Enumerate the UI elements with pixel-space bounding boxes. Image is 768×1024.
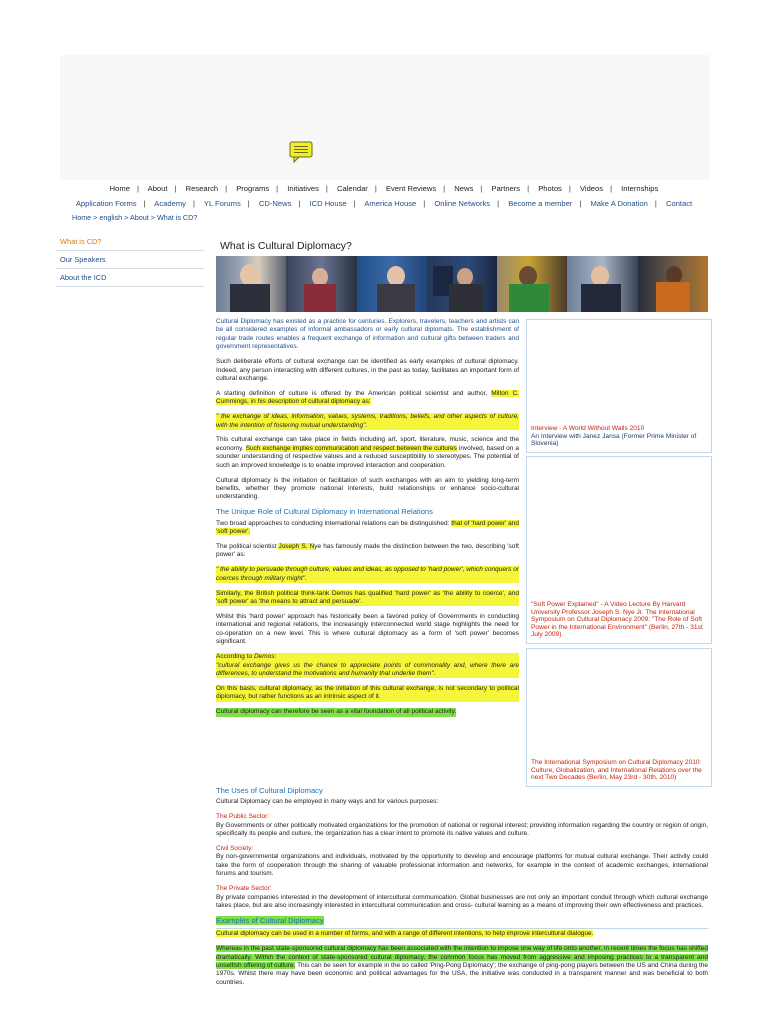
paragraph: On this basis, cultural diplomacy, as the initiation of this cultural exchange, is not secondary to political diplomacy, but rather functions as an intrinsic aspect of it. <box>216 684 519 701</box>
paragraph <box>216 390 519 407</box>
nav-videos[interactable]: Videos <box>579 184 604 193</box>
text: A starting definition of culture is offered by the American political scientist and author, <box>216 389 492 397</box>
speaker-photo <box>427 256 497 312</box>
video-title[interactable]: Interview - A World Without Walls 2010 <box>531 425 645 433</box>
section-heading: The Private Sector: <box>216 885 272 893</box>
breadcrumb-separator: > <box>91 213 100 222</box>
section-heading: The Public Sector: <box>216 813 270 821</box>
video-subtitle: An Interview with Janez Jansa (Former Prime Minister of Slovenia) <box>531 432 697 448</box>
sidebar-item-what-is-cd[interactable]: What is CD? <box>56 233 204 251</box>
paragraph <box>216 928 708 938</box>
breadcrumb-separator: > <box>122 213 130 222</box>
video-caption <box>531 601 705 639</box>
paragraph: By private companies interested in the development of intercultural communication. Global businesses are not only an important conduit through which cultural exchange takes place, but are also increasingly interested in intercultural communication and cross- cultural learning as a means of improving their own effectiveness and practices. <box>216 893 708 909</box>
paragraph <box>216 436 519 470</box>
text: : <box>274 653 277 661</box>
section-heading: Civil Society: <box>216 845 254 853</box>
paragraph: Cultural diplomacy can therefore be seen as a vital foundation of all political activity. <box>216 708 457 716</box>
section-heading: The Uses of Cultural Diplomacy <box>216 786 323 795</box>
highlighted-text: Whereas in the past state-sponsored cultural diplomacy has been associated with the intention to impose one way of life onto another, in recent times the focus has shifted dramatically. Within the context of state-sponsored cultural diplomacy, the common focus has moved from aggressive and imposing practices to a transparent and unselfish offering of culture. <box>216 945 708 969</box>
quote: " the ability to persuade through culture, values and ideas, as opposed to 'hard power', which conquers or coerces through military might". <box>216 566 519 582</box>
paragraph: Similarly, the British political think-tank Demos has qualified 'hard power' as 'the ability to coerce', and 'soft power' as 'the means to attract and persuade'. <box>216 589 519 606</box>
video-box[interactable] <box>526 456 712 644</box>
speech-bubble-icon[interactable] <box>289 141 313 163</box>
paragraph <box>216 543 519 560</box>
video-caption <box>531 759 705 782</box>
nav-become-member[interactable]: Become a member <box>508 199 573 208</box>
speaker-photo <box>357 256 427 312</box>
speaker-photo <box>216 256 286 312</box>
section-heading: The Unique Role of Cultural Diplomacy in International Relations <box>216 507 433 517</box>
text: Two broad approaches to conducting international relations can be distinguished: <box>216 519 452 527</box>
nav-online-networks[interactable]: Online Networks <box>434 199 491 208</box>
text: ye has famously made the distinction between the two, describing 'soft power' as: <box>216 543 519 559</box>
highlighted-text: that of 'hard power' and 'soft power'. <box>216 519 519 536</box>
nav-contact[interactable]: Contact <box>665 199 693 208</box>
sidebar-item-about-icd[interactable]: About the ICD <box>56 269 204 287</box>
paragraph: Cultural diplomacy is the initiation or facilitation of such exchanges with an aim to yielding long-term benefits, whether they promote national interests, build relationships or enhance socio-cultural understanding. <box>216 476 519 501</box>
highlighted-heading: Examples of Cultural Diplomacy <box>216 915 324 925</box>
text: involved, based on a sounder understanding of respective values and a reduced susceptibility to stereotypes. The potential of such an improved knowledge is to enable improved interaction and cooperation. <box>216 444 519 469</box>
sidebar <box>56 233 204 287</box>
video-box[interactable] <box>526 648 712 787</box>
secondary-navigation: Application Forms | Academy | YL Forums | CD-News | ICD House | America House | Online Networks | Become a member | Make A Donation | Contact <box>75 199 693 208</box>
nav-event-reviews[interactable]: Event Reviews <box>385 184 437 193</box>
nav-make-donation[interactable]: Make A Donation <box>590 199 648 208</box>
highlighted-text: Milton C. Cummings, in his description of cultural diplomacy as: <box>216 389 519 406</box>
nav-partners[interactable]: Partners <box>491 184 521 193</box>
breadcrumb-separator: > <box>148 213 157 222</box>
page-title: What is Cultural Diplomacy? <box>220 240 352 252</box>
nav-initiatives[interactable]: Initiatives <box>287 184 319 193</box>
text: According to <box>216 653 254 661</box>
breadcrumb-about[interactable]: About <box>129 213 149 222</box>
breadcrumb-home[interactable]: Home <box>72 213 92 222</box>
main-navigation: Home | About | Research | Programs | Initiatives | Calendar | Event Reviews | News | Partners | Photos | Videos | Internships <box>109 184 659 193</box>
speaker-photo <box>497 256 567 312</box>
video-title[interactable]: "Soft Power Explained" - A Video Lecture By Harvard University Professor Joseph S. Nye Jr. The International Symposium on Cultural Diplomacy 2009: "The Role of Soft Power in the International Environment" (Berlin, 27th - 31st July 2009) <box>531 601 703 639</box>
nav-application-forms[interactable]: Application Forms <box>75 199 137 208</box>
speaker-photo-strip <box>216 256 708 312</box>
breadcrumb <box>72 213 197 222</box>
nav-academy[interactable]: Academy <box>154 199 186 208</box>
paragraph: Whilst this 'hard power' approach has historically been a favored policy of Governments in conducting international and regional relations, the increasingly interconnected world stage highlights the need for co-operation on a new level. This is where cultural diplomacy as a form of 'soft power' becomes significant. <box>216 612 519 646</box>
paragraph <box>216 945 708 987</box>
speaker-photo <box>286 256 356 312</box>
breadcrumb-current[interactable]: What is CD? <box>156 213 198 222</box>
paragraph <box>216 520 519 537</box>
paragraph: By non-governmental organizations and individuals, motivated by the opportunity to develop and encourage platforms for mutual cultural exchange. Their activity could take the form of cooperation through the sharing of valuable professional information and networks, for example in the context of academic exchanges, international forums and tourism. <box>216 853 708 878</box>
nav-news[interactable]: News <box>454 184 474 193</box>
paragraph <box>216 653 519 661</box>
article-intro: Cultural Diplomacy has existed as a practice for centuries. Explorers, travelers, teachers and artists can be all considered examples of informal ambassadors or early cultural diplomats. The establishment of regular trade routes enables a frequent exchange of information and cultural gifts between traders and government representatives. <box>216 318 519 351</box>
article-body <box>216 318 519 723</box>
article-body-full-width <box>216 787 708 994</box>
video-box[interactable] <box>526 319 712 453</box>
text: Demos <box>253 653 275 661</box>
video-caption <box>531 425 705 448</box>
highlighted-text: Cultural diplomacy can be used in a number of forms, and with a range of different intentions, to help improve intercultural dialogue. <box>216 930 594 938</box>
speaker-photo <box>567 256 637 312</box>
paragraph: Cultural Diplomacy can be employed in many ways and for various purposes: <box>216 798 439 806</box>
nav-calendar[interactable]: Calendar <box>337 184 368 193</box>
quote: "cultural exchange gives us the chance to appreciate points of commonality and, where there are differences, to understand the motivations and humanity that underlie them". <box>216 661 519 677</box>
text: The political scientist <box>216 543 279 551</box>
video-title[interactable]: The International Symposium on Cultural Diplomacy 2010: Culture, Globalization, and International Relations over the next Two Decades (Berlin, May 23rd - 30th, 2010) <box>531 759 702 782</box>
nav-america-house[interactable]: America House <box>364 199 417 208</box>
highlighted-text: Such exchange implies communication and respect between the cultures <box>245 444 457 452</box>
paragraph: Such deliberate efforts of cultural exchange can be identified as early examples of cultural diplomacy. Indeed, any person interacting with different cultures, in the past as today, facilitates an important form of cultural exchange. <box>216 358 519 382</box>
text: This cultural exchange can take place in fields including art, sport, literature, music, science and the economy. <box>216 436 519 452</box>
header-banner <box>60 55 710 180</box>
nav-cd-news[interactable]: CD-News <box>258 199 292 208</box>
nav-programs[interactable]: Programs <box>236 184 270 193</box>
nav-icd-house[interactable]: ICD House <box>309 199 347 208</box>
section-heading <box>216 917 708 926</box>
paragraph: By Governments or other politically motivated organizations for the promotion of national or regional interest; providing information regarding the country or region of origin, specifically its people and culture, the organization has a clear intent to promote its native values and culture. <box>216 821 708 838</box>
nav-yl-forums[interactable]: YL Forums <box>203 199 241 208</box>
nav-photos[interactable]: Photos <box>538 184 562 193</box>
sidebar-item-our-speakers[interactable]: Our Speakers <box>56 251 204 269</box>
speaker-photo <box>638 256 708 312</box>
text: This can be seen for example in the so called 'Ping-Pong Diplomacy'; the exchange of ping-pong players between the US and China during the 1970s. Whilst there may have been economic and political advantages for the USA, the initiative was conducted in a transparent manner and was beneficial to both countries. <box>216 962 708 986</box>
highlighted-text: Joseph S. N <box>278 543 315 551</box>
nav-research[interactable]: Research <box>185 184 219 193</box>
breadcrumb-english[interactable]: english <box>99 213 123 222</box>
quote: " the exchange of ideas, information, values, systems, traditions, beliefs, and other aspects of culture, with the intention of fostering mutual understanding". <box>216 413 519 429</box>
nav-about[interactable]: About <box>147 184 168 193</box>
nav-internships[interactable]: Internships <box>621 184 659 193</box>
nav-home[interactable]: Home <box>109 184 130 193</box>
